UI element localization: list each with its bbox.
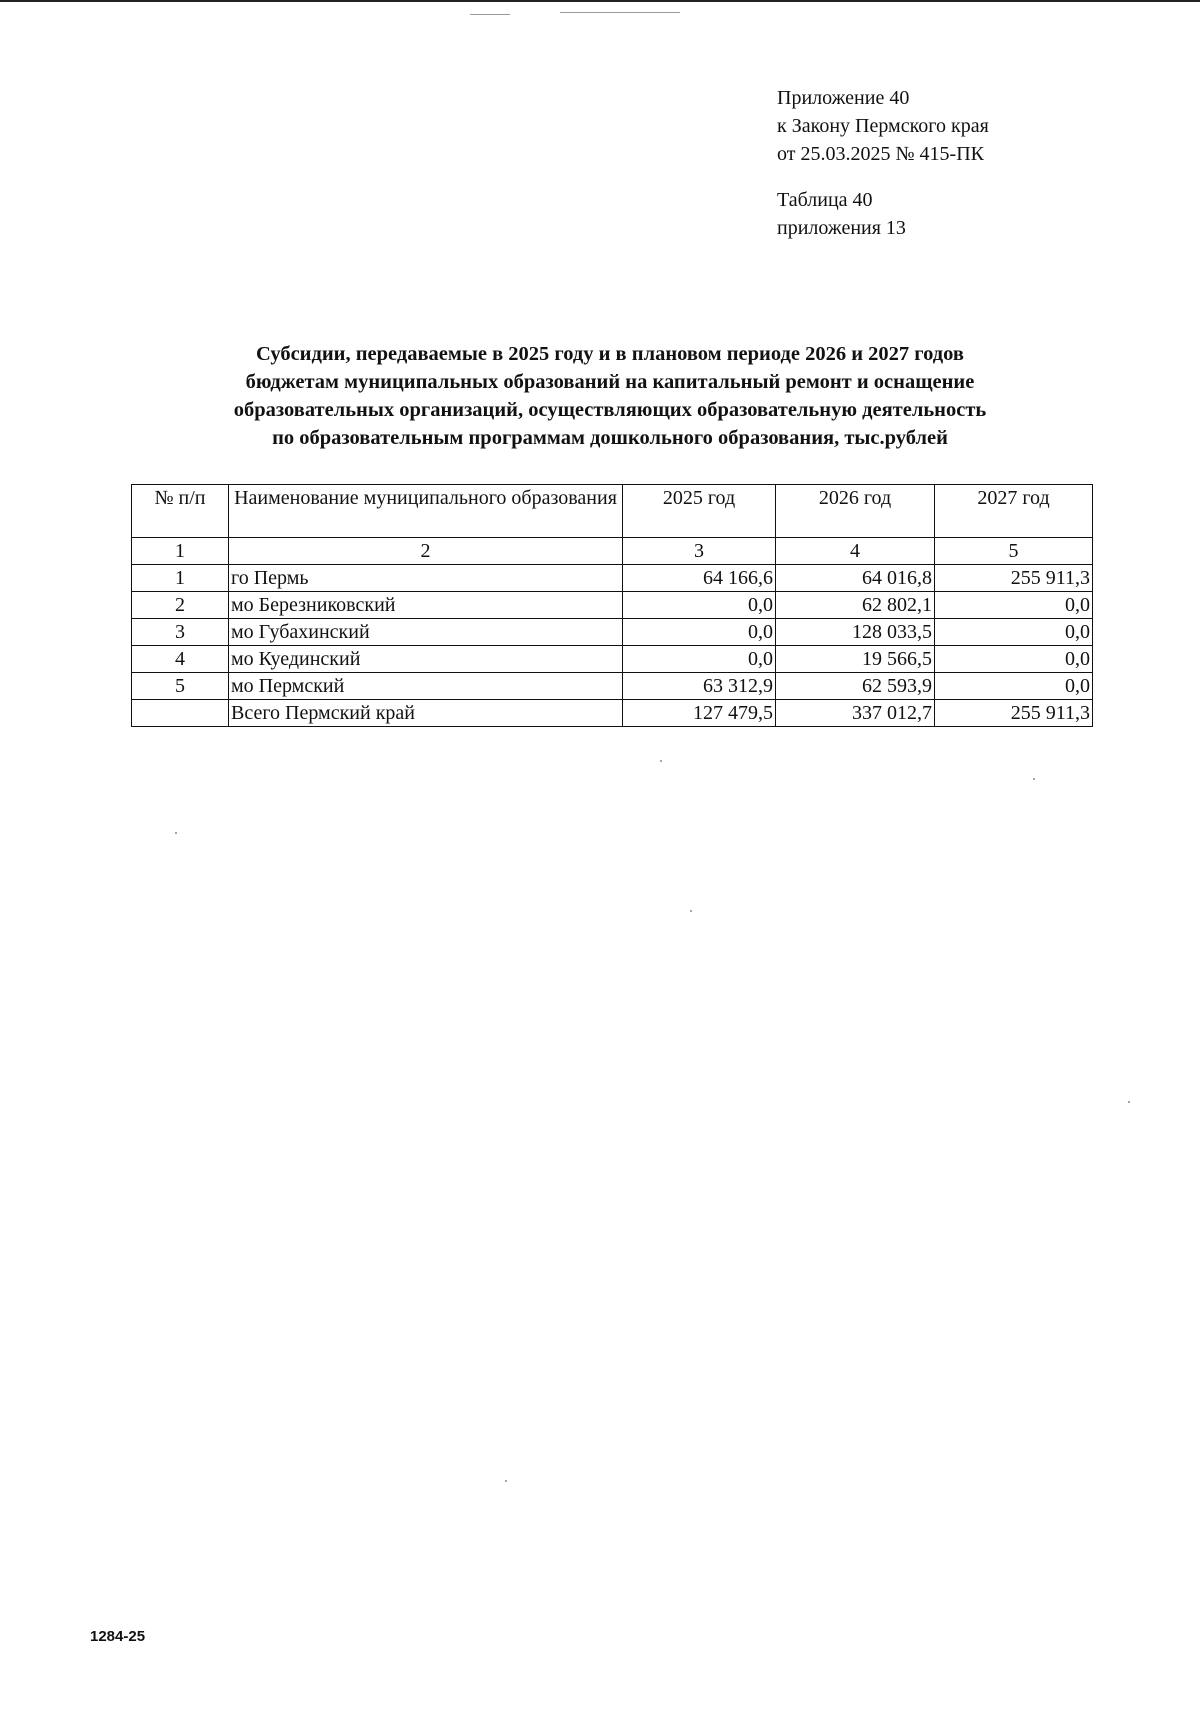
row-2027: 0,0 <box>935 592 1093 619</box>
title-line: Субсидии, передаваемые в 2025 году и в плановом периоде 2026 и 2027 годов <box>256 343 964 365</box>
scan-artifact <box>175 832 177 834</box>
total-2025: 127 479,5 <box>623 700 776 727</box>
appendix-header <box>777 84 989 242</box>
row-name: го Пермь <box>229 565 623 592</box>
table-total-row <box>132 700 1093 727</box>
row-2025: 0,0 <box>623 646 776 673</box>
table-row <box>132 673 1093 700</box>
table-row <box>132 592 1093 619</box>
row-2025: 64 166,6 <box>623 565 776 592</box>
scan-artifact <box>560 12 680 13</box>
scan-artifact <box>660 760 662 762</box>
header-num: № п/п <box>132 485 229 538</box>
row-2026: 19 566,5 <box>776 646 935 673</box>
document-code: 1284-25 <box>90 1628 146 1645</box>
scan-artifact <box>1128 1101 1130 1103</box>
header-2025: 2025 год <box>623 485 776 538</box>
title-line: бюджетам муниципальных образований на капитальный ремонт и оснащение <box>245 371 975 393</box>
row-2027: 0,0 <box>935 619 1093 646</box>
scan-top-border <box>0 0 1200 2</box>
scan-artifact <box>505 1480 507 1482</box>
column-number: 2 <box>229 538 623 565</box>
row-2027: 255 911,3 <box>935 565 1093 592</box>
table-row <box>132 646 1093 673</box>
table-header-row <box>132 485 1093 538</box>
row-name: мо Березниковский <box>229 592 623 619</box>
scan-artifact <box>690 910 692 912</box>
table-row <box>132 619 1093 646</box>
row-name: мо Куединский <box>229 646 623 673</box>
column-number: 5 <box>935 538 1093 565</box>
row-2026: 64 016,8 <box>776 565 935 592</box>
row-2026: 128 033,5 <box>776 619 935 646</box>
row-2025: 0,0 <box>623 592 776 619</box>
row-num: 3 <box>132 619 229 646</box>
appendix-law: к Закону Пермского края <box>777 115 989 137</box>
table-reference: Таблица 40 <box>777 189 873 211</box>
header-2026: 2026 год <box>776 485 935 538</box>
subsidies-table <box>131 484 1093 727</box>
row-name: мо Губахинский <box>229 619 623 646</box>
total-num <box>132 700 229 727</box>
row-2025: 0,0 <box>623 619 776 646</box>
row-num: 1 <box>132 565 229 592</box>
scan-artifact <box>470 14 510 15</box>
appendix-date: от 25.03.2025 № 415-ПК <box>777 143 985 165</box>
row-num: 5 <box>132 673 229 700</box>
appendix-reference: приложения 13 <box>777 217 906 239</box>
appendix-number: Приложение 40 <box>777 87 910 109</box>
column-number-row <box>132 538 1093 565</box>
scan-artifact <box>1033 778 1035 780</box>
total-2027: 255 911,3 <box>935 700 1093 727</box>
row-2025: 63 312,9 <box>623 673 776 700</box>
column-number: 3 <box>623 538 776 565</box>
row-2027: 0,0 <box>935 646 1093 673</box>
table-row <box>132 565 1093 592</box>
row-num: 4 <box>132 646 229 673</box>
row-name: мо Пермский <box>229 673 623 700</box>
title-line: по образовательным программам дошкольного образования, тыс.рублей <box>272 427 948 449</box>
header-name: Наименование муниципального образования <box>229 485 623 538</box>
column-number: 4 <box>776 538 935 565</box>
document-title <box>130 340 1090 452</box>
header-2027: 2027 год <box>935 485 1093 538</box>
row-2027: 0,0 <box>935 673 1093 700</box>
title-line: образовательных организаций, осуществляющих образовательную деятельность <box>233 399 987 421</box>
row-num: 2 <box>132 592 229 619</box>
total-name: Всего Пермский край <box>229 700 623 727</box>
row-2026: 62 593,9 <box>776 673 935 700</box>
total-2026: 337 012,7 <box>776 700 935 727</box>
row-2026: 62 802,1 <box>776 592 935 619</box>
column-number: 1 <box>132 538 229 565</box>
